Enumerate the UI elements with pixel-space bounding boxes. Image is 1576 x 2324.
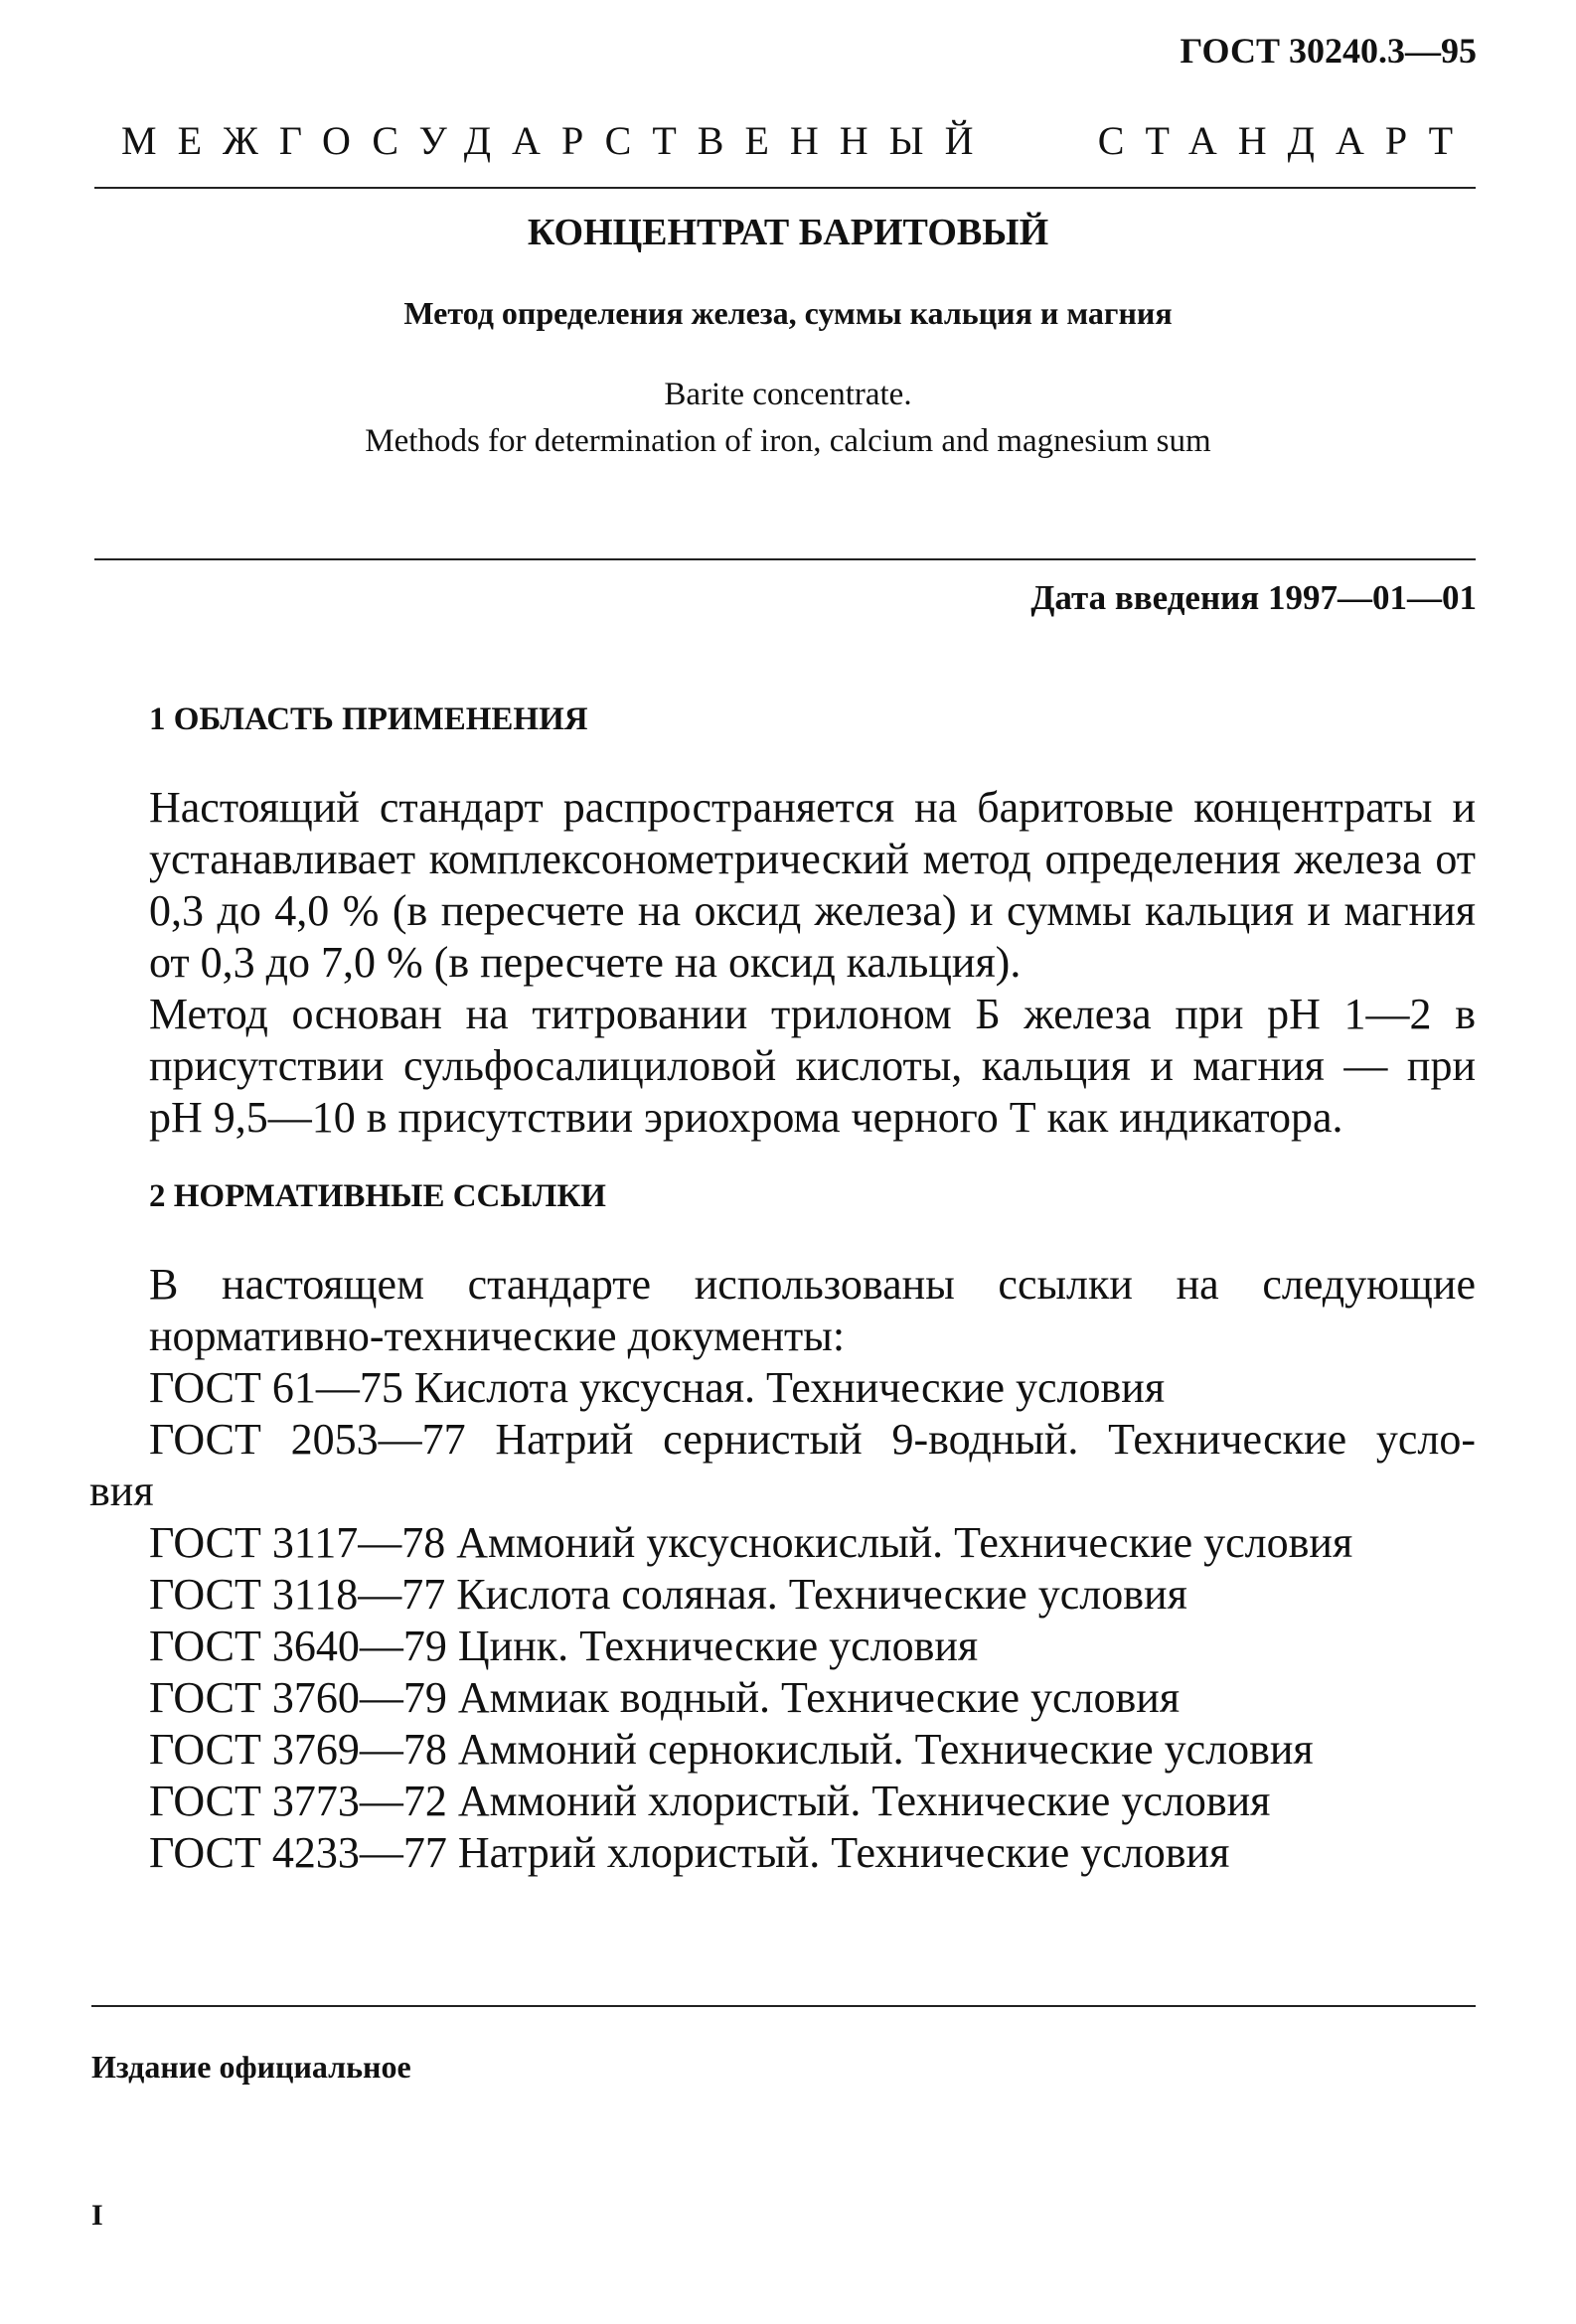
english-title: [0, 372, 1576, 465]
title-block-rule: [94, 558, 1476, 560]
reference-item: ГОСТ 3760—79 Аммиак водный. Технические условия: [149, 1673, 1181, 1722]
introduction-date: Дата введения 1997—01—01: [1030, 578, 1477, 617]
standard-word-standard: СТАНДАРТ: [1097, 118, 1474, 163]
reference-item: ГОСТ 3773—72 Аммоний хлористый. Технические условия: [149, 1777, 1271, 1825]
reference-item: ГОСТ 3640—79 Цинк. Технические условия: [149, 1622, 979, 1670]
standard-word-interstate: МЕЖГОСУДАРСТВЕННЫЙ: [121, 118, 995, 163]
reference-item: ГОСТ 3769—78 Аммоний сернокислый. Технические условия: [149, 1725, 1314, 1774]
reference-item: ГОСТ 4233—77 Натрий хлористый. Технические условия: [149, 1828, 1230, 1877]
document-subtitle: Метод определения железа, суммы кальция и магния: [403, 295, 1173, 331]
section-1-paragraph-1: Настоящий стандарт распространяется на баритовые концентраты и устанавливает комплексонометрический метод определения железа от 0,3 до 4,0 % (в пересчете на оксид железа) и суммы кальция и магния от 0,3 до 7,0 % (в пересчете на оксид кальция).: [149, 783, 1476, 987]
reference-item: ГОСТ 3118—77 Кислота соляная. Технические условия: [149, 1570, 1187, 1619]
reference-item: ГОСТ 2053—77 Натрий сернистый 9-водный. Технические усло-: [149, 1415, 1476, 1464]
section-2-intro: [149, 1259, 1476, 1362]
document-code: ГОСТ 30240.3—95: [1180, 31, 1477, 71]
english-title-line2: Methods for determination of iron, calcium and magnesium sum: [365, 423, 1211, 459]
section-2-intro-text: В настоящем стандарте использованы ссылки на следующие нормативно-технические документы:: [149, 1260, 1476, 1360]
document-title: КОНЦЕНТРАТ БАРИТОВЫЙ: [527, 212, 1049, 253]
standard-type-line: [121, 117, 1474, 164]
section-1-body: [149, 782, 1476, 1144]
reference-item: ГОСТ 3117—78 Аммоний уксуснокислый. Технические условия: [149, 1518, 1353, 1567]
page-mark: I: [91, 2199, 103, 2232]
section-1-heading: 1 ОБЛАСТЬ ПРИМЕНЕНИЯ: [149, 701, 588, 737]
reference-item-continuation: вия: [89, 1467, 154, 1515]
section-1-paragraph-2: Метод основан на титровании трилоном Б железа при pH 1—2 в присутствии сульфосалициловой кислоты, кальция и магния — при pH 9,5—10 в присутствии эриохрома черного Т как индикатора.: [149, 990, 1476, 1142]
header-rule: [94, 187, 1476, 189]
footer-rule: [91, 2005, 1476, 2007]
official-edition-note: Издание официальное: [91, 2049, 411, 2085]
reference-item: ГОСТ 61—75 Кислота уксусная. Технические условия: [149, 1363, 1166, 1412]
english-title-line1: Barite concentrate.: [664, 377, 912, 412]
normative-references-list: [89, 1362, 1476, 1879]
section-2-heading: 2 НОРМАТИВНЫЕ ССЫЛКИ: [149, 1178, 606, 1214]
